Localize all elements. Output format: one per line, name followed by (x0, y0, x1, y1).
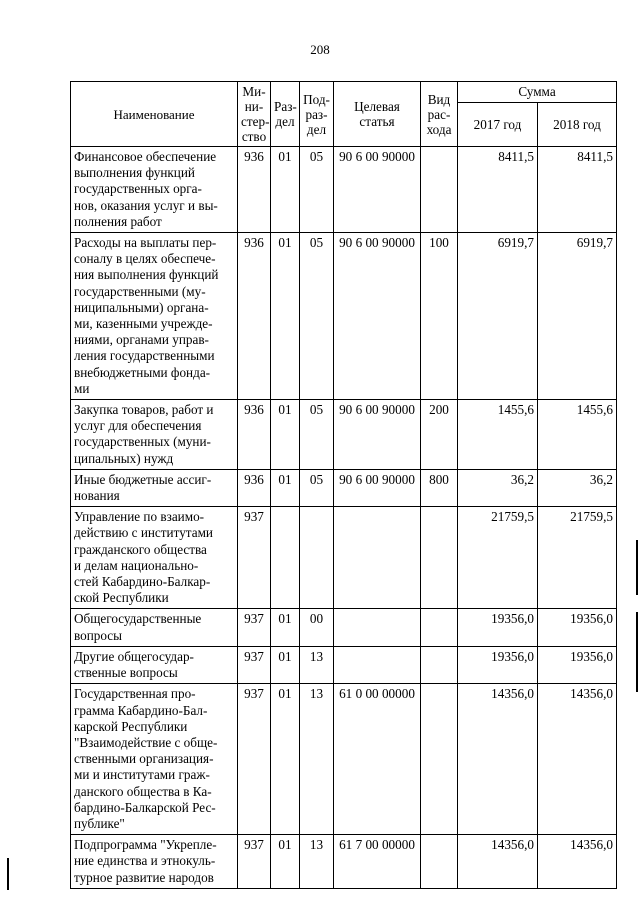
row-subsection: 13 (300, 835, 334, 889)
row-target: 90 6 00 90000 (334, 147, 421, 233)
header-section: Раз- дел (271, 82, 300, 147)
row-subsection: 05 (300, 469, 334, 506)
table-body (71, 147, 617, 889)
header-ministry: Ми- ни- стер- ство (238, 82, 271, 147)
row-subsection: 05 (300, 233, 334, 400)
row-ministry: 937 (238, 684, 271, 835)
table-row (71, 507, 617, 609)
row-section: 01 (271, 684, 300, 835)
row-section: 01 (271, 609, 300, 646)
row-sum-2017: 19356,0 (458, 609, 538, 646)
row-expense-type: 100 (421, 233, 458, 400)
header-sum: Сумма (458, 82, 617, 103)
header-target: Целевая статья (334, 82, 421, 147)
row-ministry: 936 (238, 147, 271, 233)
page-number: 208 (310, 42, 330, 57)
row-sum-2018: 19356,0 (538, 609, 617, 646)
row-sum-2017: 36,2 (458, 469, 538, 506)
row-section (271, 507, 300, 609)
budget-table (70, 81, 617, 889)
row-sum-2017: 14356,0 (458, 684, 538, 835)
row-sum-2017: 1455,6 (458, 400, 538, 470)
table-row (71, 400, 617, 470)
row-sum-2018: 6919,7 (538, 233, 617, 400)
row-sum-2018: 19356,0 (538, 646, 617, 683)
margin-mark (636, 540, 638, 595)
margin-mark (636, 612, 638, 692)
table-header (71, 82, 617, 147)
table-row (71, 147, 617, 233)
row-ministry: 937 (238, 835, 271, 889)
row-name: Общегосударственные вопросы (71, 609, 238, 646)
row-ministry: 937 (238, 507, 271, 609)
row-sum-2018: 21759,5 (538, 507, 617, 609)
row-target (334, 646, 421, 683)
table-row (71, 609, 617, 646)
row-name: Подпрограмма "Укрепле- ние единства и этнокуль- турное развитие народов (71, 835, 238, 889)
row-section: 01 (271, 469, 300, 506)
row-sum-2017: 14356,0 (458, 835, 538, 889)
row-expense-type (421, 646, 458, 683)
table-row (71, 835, 617, 889)
row-section: 01 (271, 400, 300, 470)
row-subsection (300, 507, 334, 609)
header-subsection: Под- раз- дел (300, 82, 334, 147)
row-target (334, 507, 421, 609)
row-subsection: 13 (300, 684, 334, 835)
row-ministry: 937 (238, 609, 271, 646)
row-subsection: 13 (300, 646, 334, 683)
row-target: 61 0 00 00000 (334, 684, 421, 835)
row-ministry: 936 (238, 233, 271, 400)
row-sum-2017: 19356,0 (458, 646, 538, 683)
row-section: 01 (271, 646, 300, 683)
table-row (71, 233, 617, 400)
row-sum-2017: 21759,5 (458, 507, 538, 609)
row-sum-2018: 36,2 (538, 469, 617, 506)
row-target: 90 6 00 90000 (334, 233, 421, 400)
margin-mark (7, 858, 9, 890)
row-name: Закупка товаров, работ и услуг для обеспечения государственных (муни- ципальных) нужд (71, 400, 238, 470)
header-expense-type: Вид рас- хода (421, 82, 458, 147)
row-expense-type: 800 (421, 469, 458, 506)
row-section: 01 (271, 233, 300, 400)
header-year-2018: 2018 год (538, 102, 617, 146)
row-expense-type (421, 507, 458, 609)
row-name: Расходы на выплаты пер- соналу в целях обеспече- ния выполнения функций государственными (му- ниципальными) органа- ми, казенными учрежде- ниями, органами управ- ления государственными внебюджетными фонда- ми (71, 233, 238, 400)
table-row (71, 646, 617, 683)
row-subsection: 00 (300, 609, 334, 646)
row-sum-2018: 1455,6 (538, 400, 617, 470)
row-ministry: 936 (238, 469, 271, 506)
row-name: Финансовое обеспечение выполнения функций государственных орга- нов, оказания услуг и вы- полнения работ (71, 147, 238, 233)
row-sum-2017: 8411,5 (458, 147, 538, 233)
table-row (71, 469, 617, 506)
header-name: Наименование (71, 82, 238, 147)
row-target: 90 6 00 90000 (334, 469, 421, 506)
row-target: 90 6 00 90000 (334, 400, 421, 470)
row-ministry: 937 (238, 646, 271, 683)
row-name: Другие общегосудар- ственные вопросы (71, 646, 238, 683)
row-expense-type: 200 (421, 400, 458, 470)
row-section: 01 (271, 835, 300, 889)
row-sum-2018: 14356,0 (538, 835, 617, 889)
row-name: Управление по взаимо- действию с институтами гражданского общества и делам национально- стей Кабардино-Балкар- ской Республики (71, 507, 238, 609)
row-sum-2017: 6919,7 (458, 233, 538, 400)
row-name: Иные бюджетные ассиг- нования (71, 469, 238, 506)
row-subsection: 05 (300, 147, 334, 233)
row-expense-type (421, 835, 458, 889)
row-ministry: 936 (238, 400, 271, 470)
row-sum-2018: 14356,0 (538, 684, 617, 835)
row-expense-type (421, 684, 458, 835)
table-row (71, 684, 617, 835)
header-year-2017: 2017 год (458, 102, 538, 146)
row-target (334, 609, 421, 646)
row-expense-type (421, 609, 458, 646)
row-expense-type (421, 147, 458, 233)
row-subsection: 05 (300, 400, 334, 470)
row-sum-2018: 8411,5 (538, 147, 617, 233)
row-name: Государственная про- грамма Кабардино-Бал- карской Республики "Взаимодействие с обще- ственными организация- ми и институтами граж- данского общества в Ка- бардино-Балкарской Рес- публике" (71, 684, 238, 835)
row-target: 61 7 00 00000 (334, 835, 421, 889)
row-section: 01 (271, 147, 300, 233)
